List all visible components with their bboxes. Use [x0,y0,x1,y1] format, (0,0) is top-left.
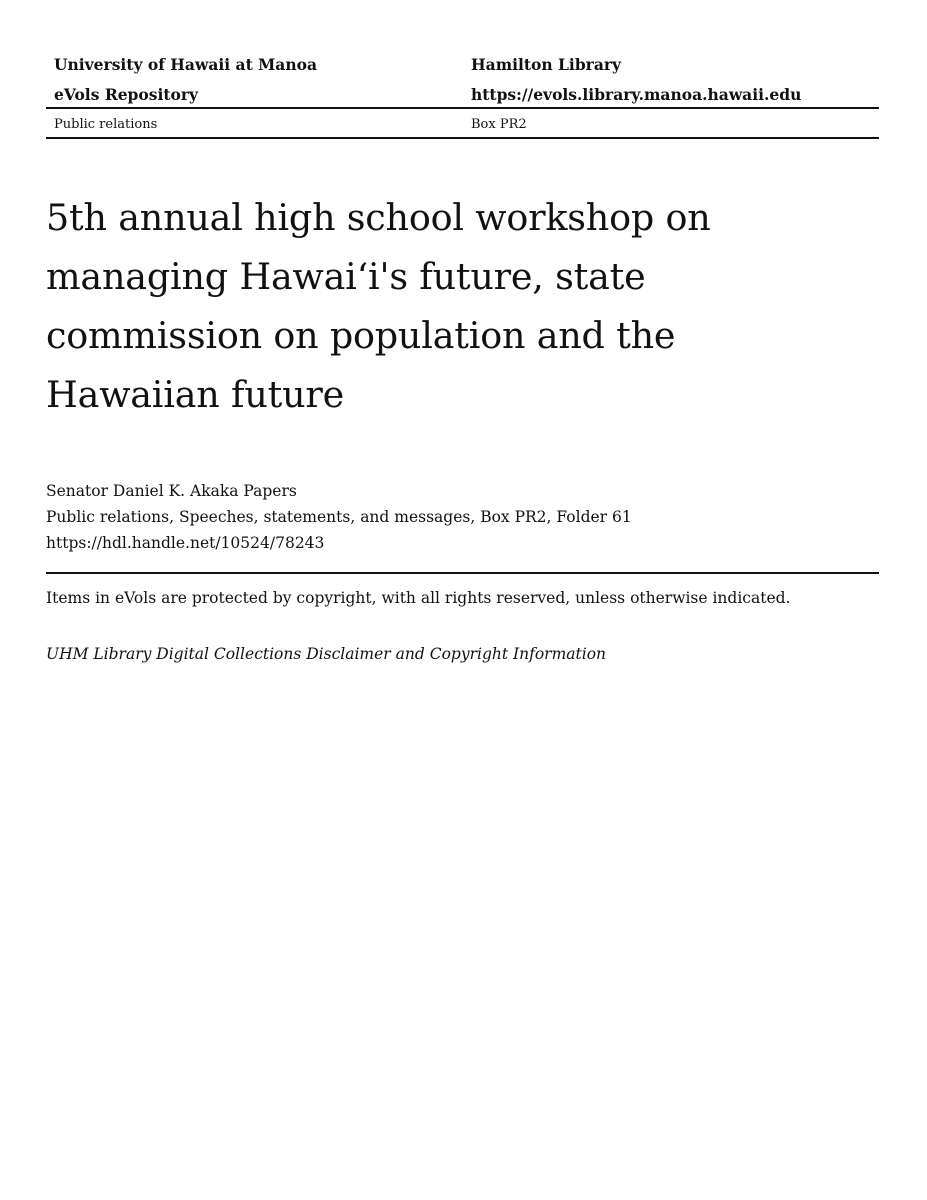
handle-link[interactable]: https://hdl.handle.net/10524/78243 [46,534,325,552]
rights-statement: Items in eVols are protected by copyright, with all rights reserved, unless otherwise indicated. [46,589,791,607]
library-name: Hamilton Library [471,55,622,74]
repository-name: eVols Repository [54,85,199,104]
box-label: Box PR2 [471,117,527,132]
folder-location: Public relations, Speeches, statements, and messages, Box PR2, Folder 61 [46,508,632,526]
institution-name: University of Hawaii at Manoa [54,55,317,74]
header-divider-bottom [46,137,879,139]
header-row-1 [46,52,879,82]
series-label: Public relations [54,117,158,132]
repository-url[interactable]: https://evols.library.manoa.hawaii.edu [471,85,802,104]
collection-name: Senator Daniel K. Akaka Papers [46,482,297,500]
header-divider-top [46,107,879,109]
document-metadata [46,478,879,556]
document-title: 5th annual high school workshop on managing Hawai‘i's future, state commission on population and the Hawaiian future [46,196,711,416]
footer-divider [46,572,879,574]
header-table [46,52,879,112]
disclaimer-link[interactable]: UHM Library Digital Collections Disclaimer and Copyright Information [46,645,607,663]
header-subrow [46,113,879,137]
